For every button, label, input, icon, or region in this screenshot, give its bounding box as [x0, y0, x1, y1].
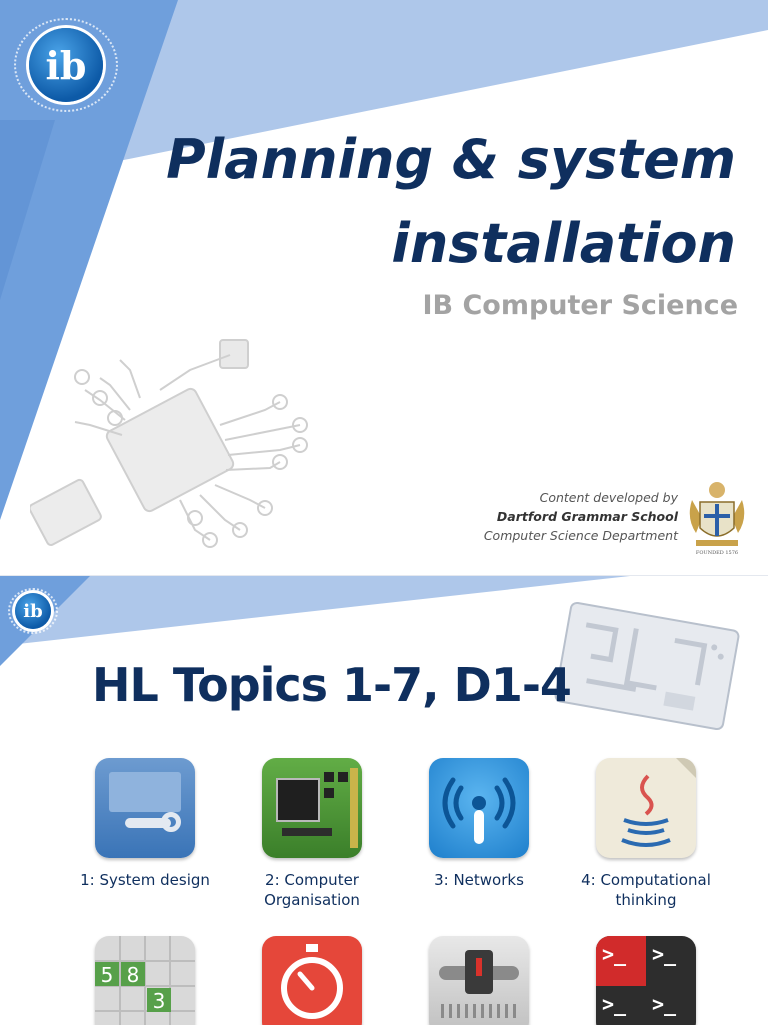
topic-card-computer-organisation: [237, 758, 387, 910]
slide-title: HL Topics 1-7, D1-4: [92, 658, 571, 712]
slide-subtitle: IB Computer Science: [422, 290, 738, 321]
svg-text:5: 5: [100, 963, 114, 987]
ib-logo: ib: [14, 18, 118, 112]
credits-department: Computer Science Department: [483, 528, 678, 543]
svg-text:3: 3: [152, 989, 166, 1013]
topic-card-5: [70, 936, 220, 1025]
topic-label: 4: Computational thinking: [581, 871, 711, 909]
topic-card-8: [571, 936, 721, 1025]
stopwatch-icon: [262, 936, 362, 1025]
svg-text:FOUNDED 1576: FOUNDED 1576: [695, 550, 739, 556]
wifi-antenna-icon: [429, 758, 529, 858]
title-line-1: Planning & system: [166, 128, 736, 191]
ib-logo: ib: [8, 588, 58, 634]
topics-slide: [0, 575, 768, 1025]
svg-text:8: 8: [126, 963, 140, 987]
topic-card-computational-thinking: [571, 758, 721, 910]
circuit-chip-icon: [30, 330, 330, 560]
topic-label: 3: Networks: [434, 871, 524, 889]
topic-card-system-design: [70, 758, 220, 890]
credits-line: Content developed by: [539, 490, 678, 505]
credits-school: Dartford Grammar School: [496, 509, 678, 524]
topic-card-7: [404, 936, 554, 1025]
credits-block: [484, 488, 678, 545]
settings-window-icon: [95, 758, 195, 858]
slider-control-icon: [429, 936, 529, 1025]
topic-label: 1: System design: [80, 871, 210, 889]
java-icon: [596, 758, 696, 858]
title-line-2: installation: [391, 212, 736, 275]
slide-title: [116, 118, 736, 286]
circuit-board-illustration: [550, 596, 745, 736]
topic-label: 2: Computer Organisation: [264, 871, 360, 909]
grid-puzzle-icon: [95, 936, 195, 1025]
terminal-prompts-icon: >_ >_ >_ >_: [596, 936, 696, 1025]
topic-card-6: [237, 936, 387, 1025]
school-crest-icon: [686, 478, 748, 556]
topic-card-networks: [404, 758, 554, 890]
circuit-board-icon: [262, 758, 362, 858]
